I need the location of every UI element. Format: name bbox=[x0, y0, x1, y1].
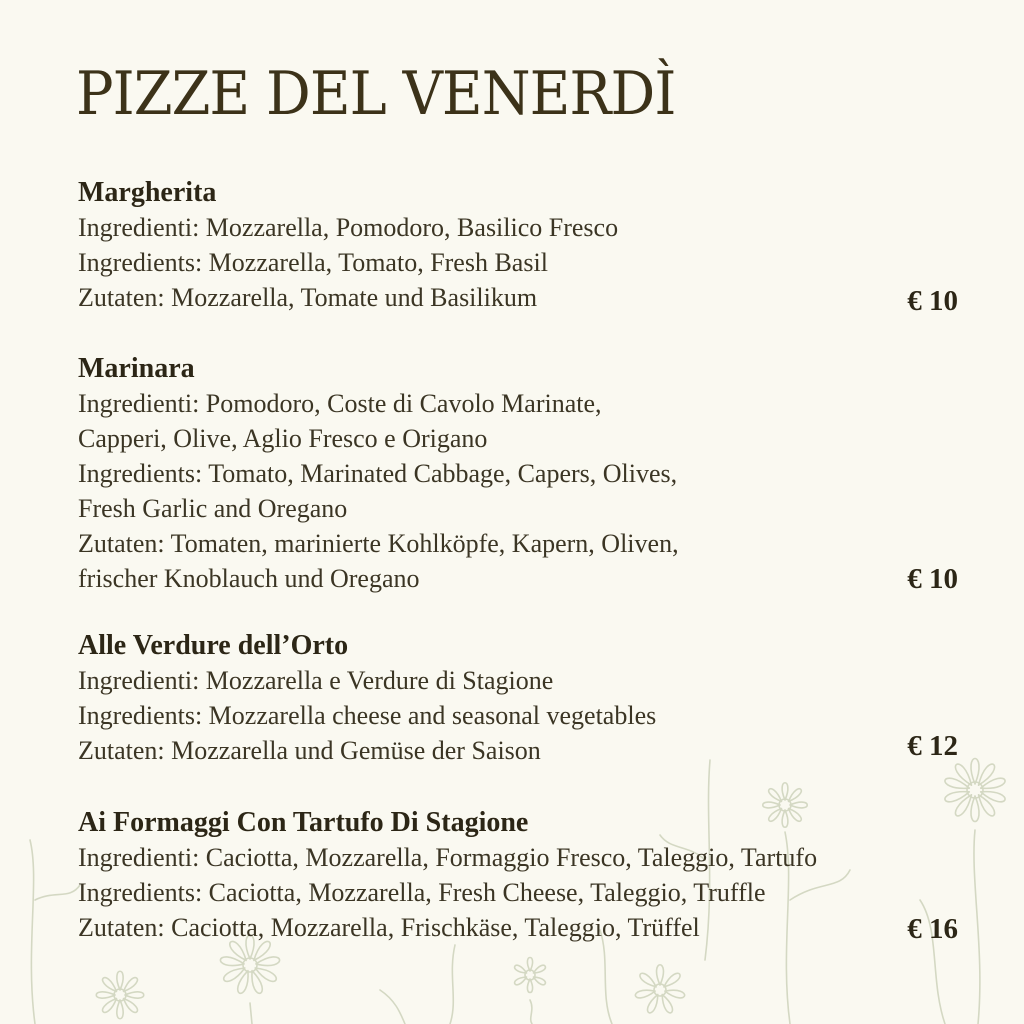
ingredients-english: Ingredients: Tomato, Marinated Cabbage, Capers, Olives, bbox=[78, 459, 678, 488]
ingredients-english-continued: Fresh Garlic and Oregano bbox=[78, 494, 348, 523]
ingredients-german: Zutaten: Mozzarella, Tomate und Basilikum bbox=[78, 283, 538, 312]
ingredients-german: Zutaten: Tomaten, marinierte Kohlköpfe, Kapern, Oliven, bbox=[78, 529, 679, 558]
item-name: Ai Formaggi Con Tartufo Di Stagione bbox=[78, 807, 529, 838]
menu-item-alle-verdure bbox=[78, 628, 958, 768]
menu-item-marinara bbox=[78, 351, 958, 596]
page-title: PIZZE DEL VENERDÌ bbox=[76, 59, 676, 129]
item-price: € 10 bbox=[907, 285, 958, 317]
ingredients-german: Zutaten: Mozzarella und Gemüse der Saison bbox=[78, 736, 541, 765]
ingredients-english: Ingredients: Caciotta, Mozzarella, Fresh Cheese, Taleggio, Truffle bbox=[78, 878, 766, 907]
ingredients-english: Ingredients: Mozzarella cheese and seasonal vegetables bbox=[78, 701, 657, 730]
ingredients-italian: Ingredienti: Mozzarella e Verdure di Stagione bbox=[78, 666, 554, 695]
item-price: € 10 bbox=[907, 563, 958, 595]
item-price: € 16 bbox=[907, 913, 958, 945]
ingredients-english: Ingredients: Mozzarella, Tomato, Fresh Basil bbox=[78, 248, 548, 277]
item-name: Marinara bbox=[78, 353, 195, 384]
menu-item-ai-formaggi bbox=[78, 805, 958, 945]
item-name: Alle Verdure dell’Orto bbox=[78, 630, 349, 661]
ingredients-german: Zutaten: Caciotta, Mozzarella, Frischkäse, Taleggio, Trüffel bbox=[78, 913, 700, 942]
ingredients-german-continued: frischer Knoblauch und Oregano bbox=[78, 564, 420, 593]
item-price: € 12 bbox=[907, 730, 958, 762]
ingredients-italian: Ingredienti: Caciotta, Mozzarella, Formaggio Fresco, Taleggio, Tartufo bbox=[78, 843, 818, 872]
item-name: Margherita bbox=[78, 177, 217, 208]
ingredients-italian-continued: Capperi, Olive, Aglio Fresco e Origano bbox=[78, 424, 488, 453]
menu-item-margherita bbox=[78, 175, 958, 315]
ingredients-italian: Ingredienti: Pomodoro, Coste di Cavolo Marinate, bbox=[78, 389, 602, 418]
ingredients-italian: Ingredienti: Mozzarella, Pomodoro, Basilico Fresco bbox=[78, 213, 619, 242]
